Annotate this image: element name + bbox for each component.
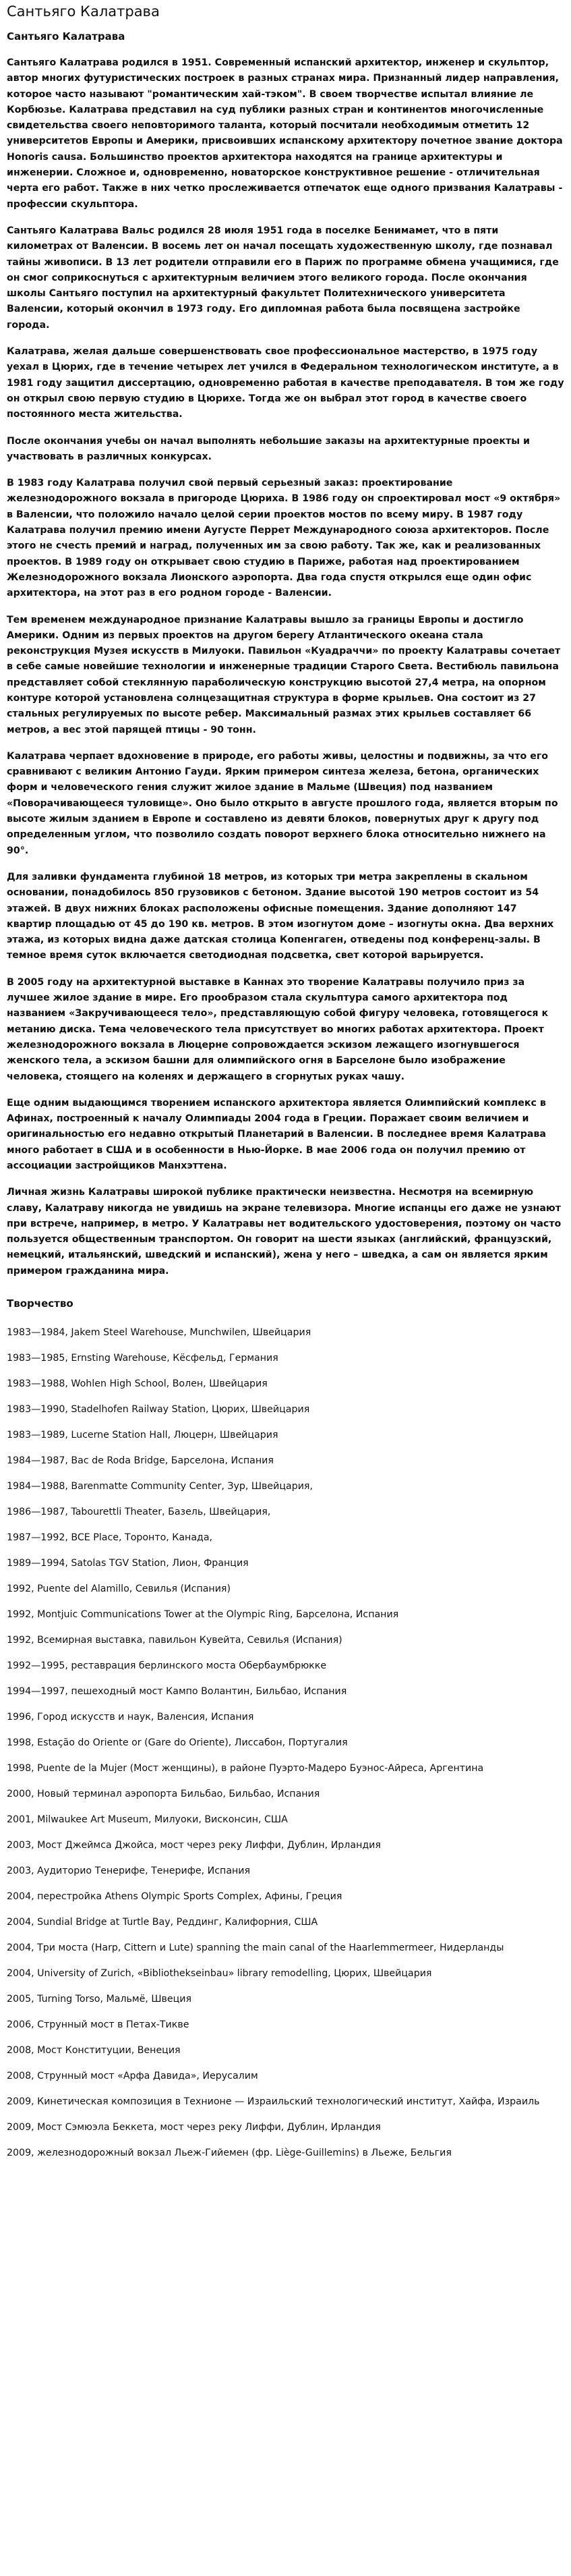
work-item: 1983—1985, Ernsting Warehouse, Кёсфельд, Германия [7, 1353, 278, 1364]
biography-paragraph: Сантьяго Калатрава родился в 1951. Современный испанский архитектор, инженер и скульптор, автор многих футуристических построек в разных странах мира. Признанный лидер направления, которое часто называют "романтическим хай-тэком". В своем творчестве испытал влияние ле Корбюзье. Калатрава представил на суд публики разных стран и континентов многочисленные свидетельства своего неповторимого таланта, который посчитали необходимым отметить 12 университетов Европы и Америки, присвоивших испанскому архитектору почетное звание доктора Honoris causa. Большинство проектов архитектора находятся на границе архитектуры и инженерии. Сложное и, одновременно, новаторское конструктивное решение - отличительная черта его работ. Также в них четко прослеживается отпечаток еще одного призвания Калатравы - профессии скульптора. [7, 57, 563, 210]
work-item: 1992, Puente del Alamillo, Севилья (Испания) [7, 1584, 231, 1595]
work-item: 2001, Milwaukee Art Museum, Милуоки, Висконсин, США [7, 1814, 288, 1826]
biography-paragraph: Калатрава черпает вдохновение в природе, его работы живы, целостны и подвижны, за что его сравнивают с великим Антонио Гауди. Ярким примером синтеза железа, бетона, органических форм и человеческого гения служит жилое здание в Мальме (Швеция) под названием «Поворачивающееся туловище». Оно было открыто в августе прошлого года, является вторым по высоте жилым зданием в Европе и составлено из девяти блоков, повернутых друг к другу под определенным углом, что позволило создать поворот верхнего блока относительно нижнего на 90°. [7, 750, 558, 856]
article-subtitle: Сантьяго Калатрава [7, 30, 125, 43]
page-title: Сантьяго Калатрава [7, 3, 160, 20]
work-item: 1983—1989, Lucerne Station Hall, Люцерн, Швейцария [7, 1430, 278, 1441]
biography-paragraph: В 1983 году Калатрава получил свой первый серьезный заказ: проектирование железнодорожного вокзала в пригороде Цюриха. В 1986 году он спроектировал мост «9 октября» в Валенсии, что положило начало целой серии проектов мостов по всему миру. В 1987 году Калатрава получил премию имени Аугусте Перрет Международного союза архитекторов. После этого не счесть премий и наград, полученных им за свою работу. Так же, как и реализованных проектов. В 1989 году он открывает свою студию в Париже, работая над проектированием Железнодорожного вокзала Лионского аэропорта. Два года спустя открылся еще один офис архитектора, на этот раз в его родном городе - Валенсии. [7, 478, 561, 599]
biography-paragraph: Сантьяго Калатрава Вальс родился 28 июля 1951 года в поселке Бенимамет, что в пяти километрах от Валенсии. В восемь лет он начал посещать художественную школу, где познавал тайны живописи. В 13 лет родители отправили его в Париж по программе обмена учащимися, где он смог соприкоснуться с архитектурным величием этого великого города. После окончания школы Сантьяго поступил на архитектурный факультет Политехнического университета Валенсии, который окончил в 1973 году. Его дипломная работа была посвящена застройке города. [7, 225, 559, 331]
work-item: 2004, перестройка Athens Olympic Sports Complex, Афины, Греция [7, 1891, 342, 1903]
work-item: 1984—1987, Bac de Roda Bridge, Барселона, Испания [7, 1455, 274, 1467]
work-item: 2004, Три моста (Harp, Cittern и Lute) spanning the main canal of the Haarlemmermeer, Нидерланды [7, 1942, 504, 1954]
work-item: 1992, Всемирная выставка, павильон Кувейта, Севилья (Испания) [7, 1635, 342, 1646]
work-item: 2003, Аудиторио Тенерифе, Тенерифе, Испания [7, 1866, 251, 1877]
work-item: 1992, Montjuic Communications Tower at the Olympic Ring, Барселона, Испания [7, 1609, 399, 1621]
work-item: 2009, Мост Сэмюэла Беккета, мост через реку Лиффи, Дублин, Ирландия [7, 2122, 381, 2133]
work-item: 2006, Струнный мост в Петах-Тикве [7, 2019, 189, 2031]
works-list [7, 1325, 564, 2161]
biography-paragraph: Еще одним выдающимся творением испанского архитектора является Олимпийский комплекс в Афинах, построенный к началу Олимпиады 2004 года в Греции. Поражает своим величием и оригинальностью его недавно открытый Планетарий в Валенсии. В последнее время Калатрава много работает в США и в особенности в Нью-Йорке. В мае 2006 года он получил премию от ассоциации застройщиков Манхэттена. [7, 1097, 546, 1171]
works-heading: Творчество [7, 1297, 73, 1310]
work-item: 1996, Город искусств и наук, Валенсия, Испания [7, 1712, 254, 1723]
work-item: 2008, Мост Конституции, Венеция [7, 2045, 181, 2056]
biography-paragraph: Личная жизнь Калатравы широкой публике практически неизвестна. Несмотря на всемирную славу, Калатраву никогда не увидишь на экране телевизора. Многие испанцы его даже не узнают при встрече, например, в метро. У Калатравы нет водительского удостоверения, поэтому он часто пользуется общественным транспортом. Он говорит на шести языках (английский, французский, немецкий, итальянский, шведский и испанский), жена у него – шведка, а сам он является ярким примером гражданина мира. [7, 1187, 562, 1277]
work-item: 1987—1992, BCE Place, Торонто, Канада, [7, 1532, 213, 1544]
work-item: 2009, железнодорожный вокзал Льеж-Гийемен (фр. Liège-Guillemins) в Льеже, Бельгия [7, 2148, 452, 2159]
work-item: 1983—1984, Jakem Steel Warehouse, Munchwilen, Швейцария [7, 1327, 311, 1339]
work-item: 1983—1990, Stadelhofen Railway Station, Цюрих, Швейцария [7, 1404, 310, 1416]
work-item: 2009, Кинетическая композиция в Технионе — Израильский технологический институт, Хайфа, Израиль [7, 2096, 540, 2108]
biography-section [7, 55, 564, 1279]
work-item: 2008, Струнный мост «Арфа Давида», Иерусалим [7, 2071, 258, 2082]
work-item: 2004, University of Zurich, «Bibliothekseinbau» library remodelling, Цюрих, Швейцария [7, 1968, 432, 1980]
work-item: 1983—1988, Wohlen High School, Волен, Швейцария [7, 1378, 268, 1390]
work-item: 1992—1995, реставрация берлинского моста Обербаумбрюкке [7, 1660, 327, 1672]
biography-paragraph: В 2005 году на архитектурной выставке в Каннах это творение Калатравы получило приз за лучшее жилое здание в мире. Его прообразом стала скульптура самого архитектора под названием «Закручивающееся тело», представляющую собой фигуру человека, готовящегося к метанию диска. Тема человеческого тела присутствует во многих работах архитектора. Проект железнодорожного вокзала в Люцерне сопровождается эскизом лежащего изогнувшегося женского тела, а эскизом башни для олимпийского огня в Барселоне было изображение человека, стоящего на коленях и держащего в сгорнутых руках чашу. [7, 976, 549, 1082]
work-item: 2004, Sundial Bridge at Turtle Bay, Реддинг, Калифорния, США [7, 1917, 318, 1928]
work-item: 1989—1994, Satolas TGV Station, Лион, Франция [7, 1558, 249, 1569]
work-item: 2005, Turning Torso, Мальмё, Швеция [7, 1994, 191, 2005]
biography-paragraph: Для заливки фундамента глубиной 18 метров, из которых три метра закреплены в скальном основании, понадобилось 850 грузовиков с бетоном. Здание высотой 190 метров состоит из 54 этажей. В двух нижних блоках расположены офисные помещения. Здание дополняют 147 квартир площадью от 45 до 190 кв. метров. В этом изогнутом доме – изогнуты окна. Два верхних этажа, из которых видна даже датская столица Копенгаген, отведены под конференц-залы. В темное время суток включается светодиодная подсветка, свет которой варьируется. [7, 871, 554, 961]
work-item: 2000, Новый терминал аэропорта Бильбао, Бильбао, Испания [7, 1789, 320, 1800]
biography-paragraph: Тем временем международное признание Калатравы вышло за границы Европы и достигло Америки. Одним из первых проектов на другом берегу Атлантического океана стала реконструкция Музея искусств в Милуоки. Павильон «Куадраччи» по проекту Калатравы сочетает в себе самые новейшие технологии и инженерные традиции Старого Света. Вестибюль павильона представляет собой стеклянную параболическую конструкцию высотой 27,4 метра, на опорном контуре которой установлена солнцезащитная структура в форме крыльев. Она состоит из 27 стальных регулируемых по высоте ребер. Максимальный размах этих крыльев составляет 66 метров, а вес этой парящей птицы - 90 тонн. [7, 614, 561, 735]
work-item: 1986—1987, Tabourettli Theater, Базель, Швейцария, [7, 1507, 271, 1518]
work-item: 1994—1997, пешеходный мост Кампо Волантин, Бильбао, Испания [7, 1686, 347, 1698]
work-item: 1998, Estação do Oriente or (Gare do Oriente), Лиссабон, Португалия [7, 1737, 348, 1749]
work-item: 1984—1988, Barenmatte Community Center, Зур, Швейцария, [7, 1481, 313, 1492]
biography-paragraph: После окончания учебы он начал выполнять небольшие заказы на архитектурные проекты и участвовать в различных конкурсах. [7, 435, 530, 462]
work-item: 1998, Puente de la Mujer (Мост женщины), в районе Пуэрто-Мадеро Буэнос-Айреса, Аргентина [7, 1763, 484, 1774]
biography-paragraph: Калатрава, желая дальше совершенствовать свое профессиональное мастерство, в 1975 году уехал в Цюрих, где в течение четырех лет учился в Федеральном технологическом институте, а в 1981 году защитил диссертацию, одновременно работая в качестве преподавателя. В том же году он открыл свою первую студию в Цюрихе. Тогда же он выбрал этот город в качестве своего постоянного места жительства. [7, 346, 564, 420]
work-item: 2003, Мост Джеймса Джойса, мост через реку Лиффи, Дублин, Ирландия [7, 1840, 381, 1851]
